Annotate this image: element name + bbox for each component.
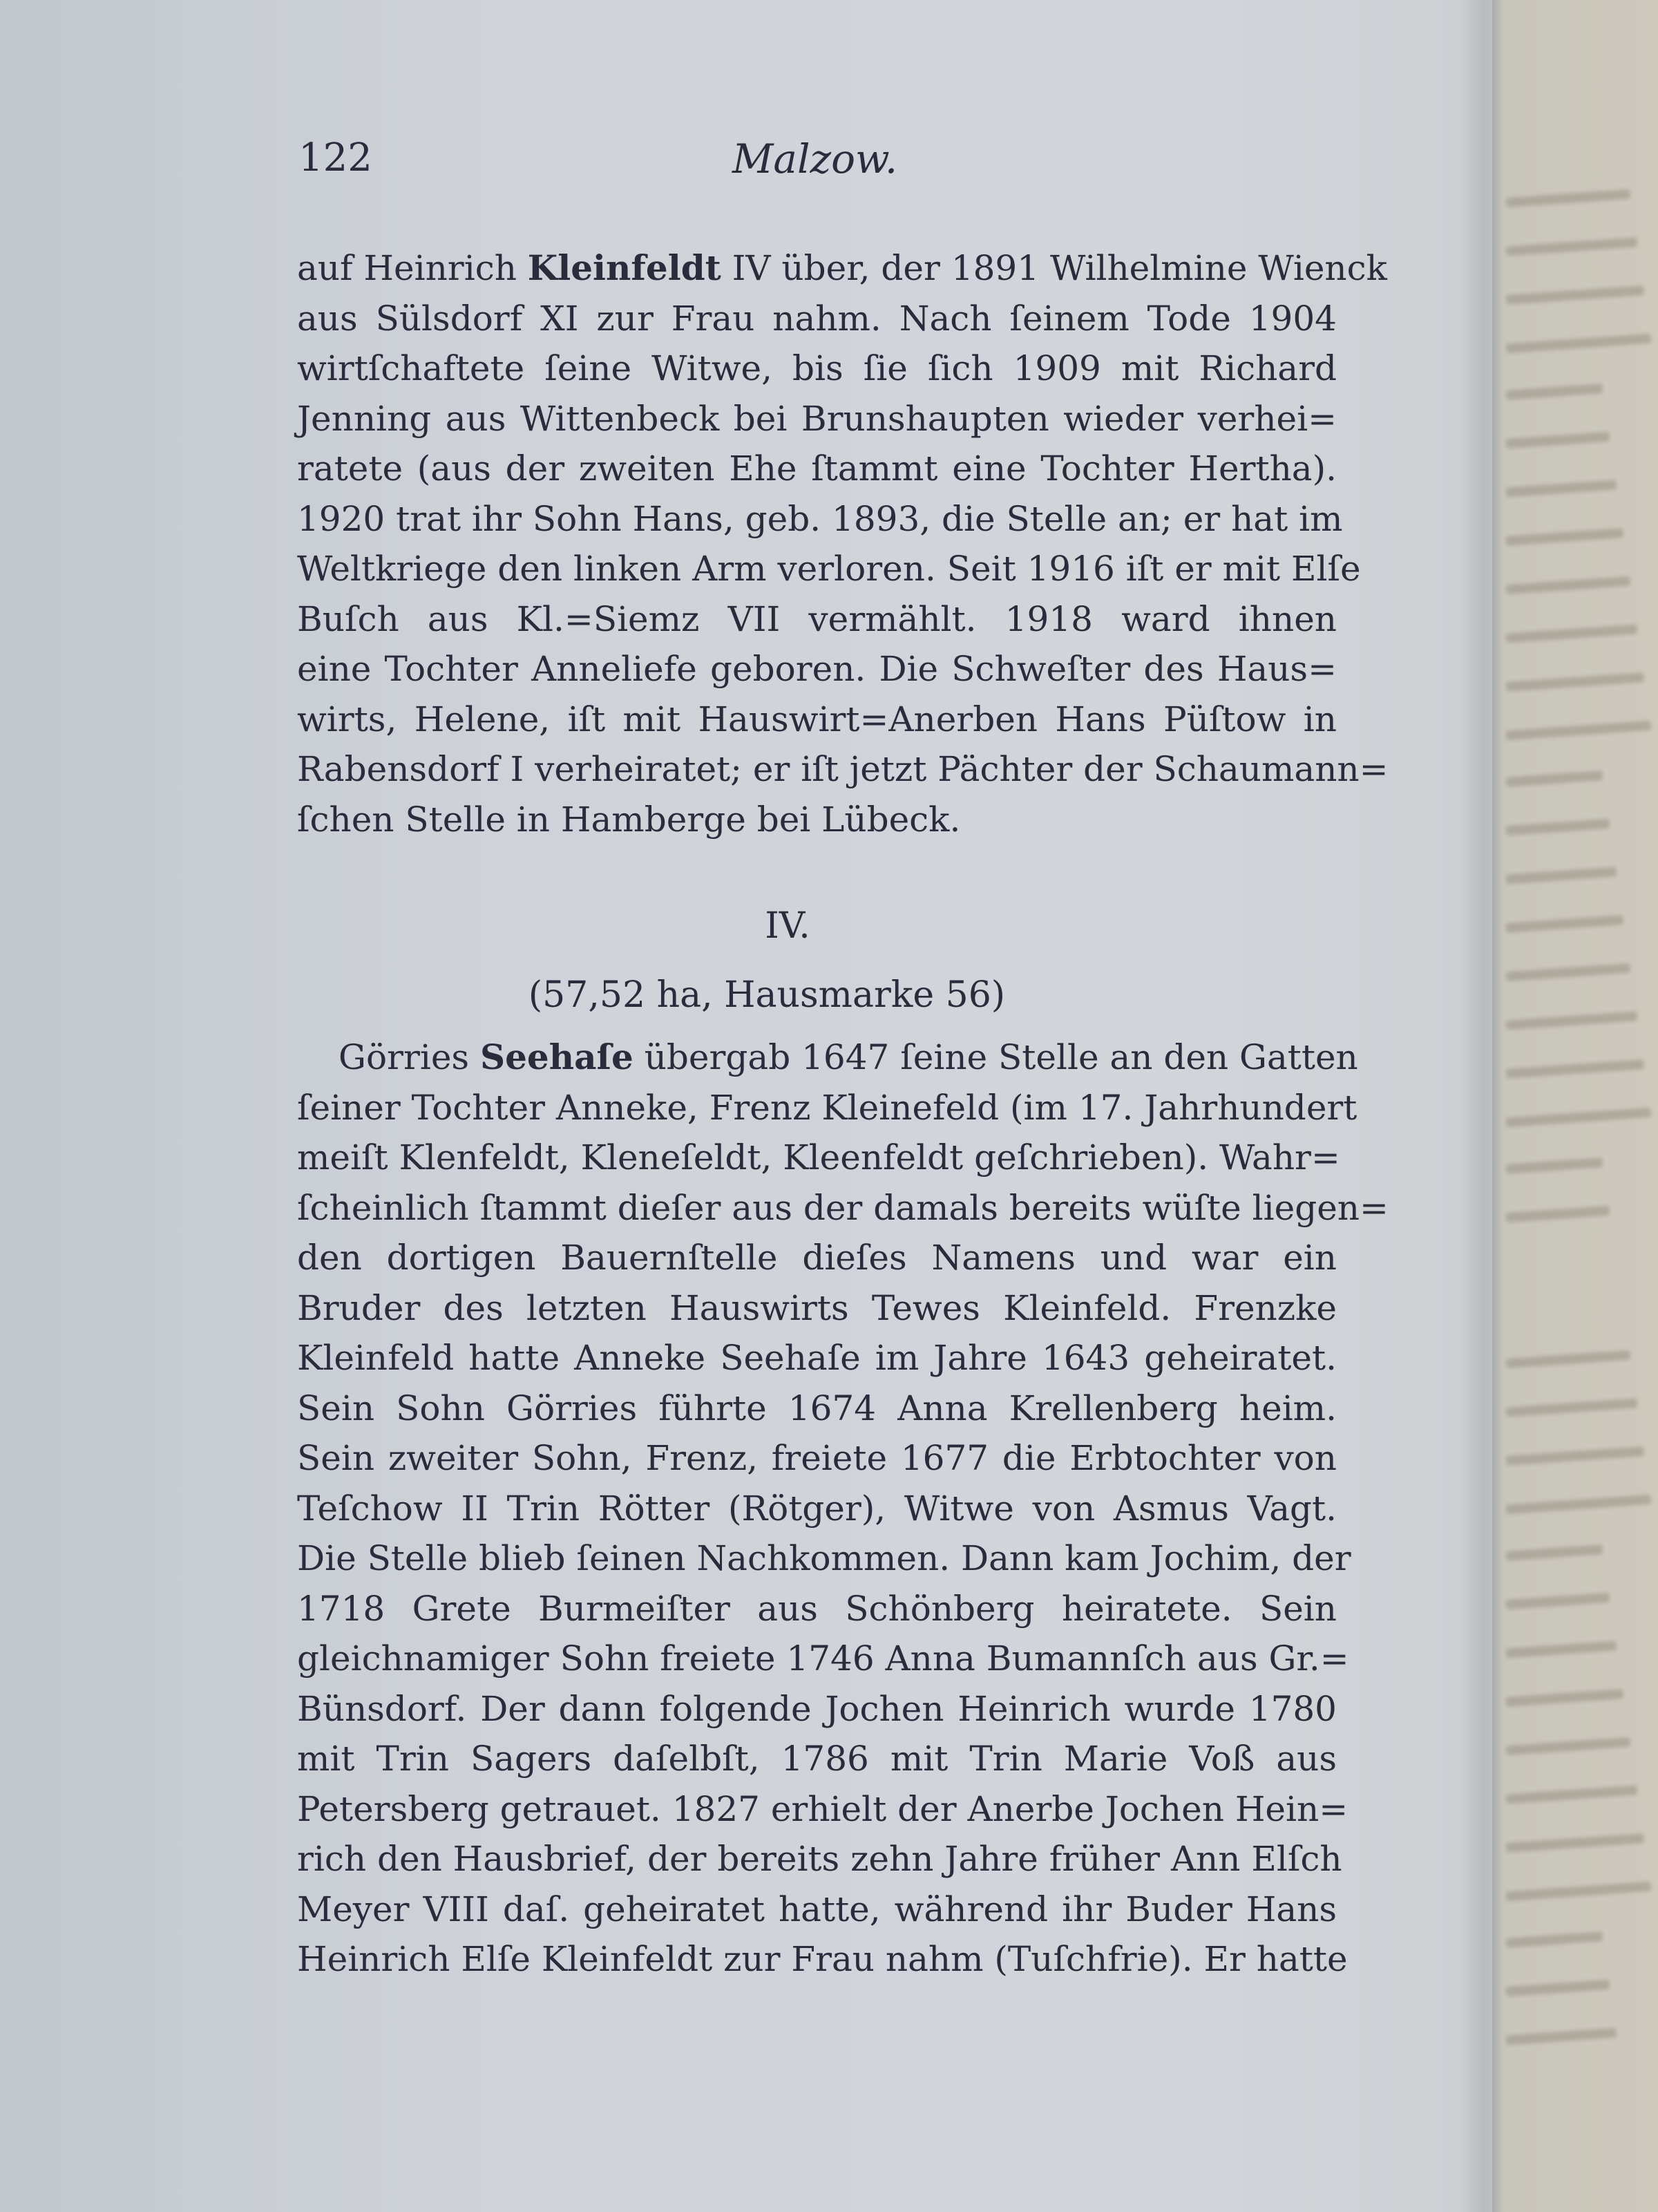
page-gutter bbox=[1492, 0, 1502, 2212]
text-line: wirtſchaftete ſeine Witwe, bis ſie ſich 1909 mit Richard bbox=[297, 348, 1337, 388]
facing-page-text-ghost bbox=[1506, 1011, 1638, 1030]
text-line: 1718 Grete Burmeiſter aus Schönberg heiratete. Sein bbox=[297, 1588, 1337, 1629]
facing-page-text-ghost bbox=[1506, 1882, 1651, 1902]
facing-page-text-ghost bbox=[1506, 1446, 1644, 1466]
running-title: Malzow. bbox=[732, 135, 898, 182]
facing-page-text-ghost bbox=[1506, 915, 1624, 933]
bold-name: Seehaſe bbox=[479, 1037, 633, 1077]
facing-page-text-ghost bbox=[1506, 1157, 1603, 1174]
text-line: Jenning aus Wittenbeck bei Brunshaupten wieder verhei= bbox=[297, 398, 1337, 439]
facing-page-text-ghost bbox=[1506, 528, 1624, 546]
facing-page-text-ghost bbox=[1506, 480, 1617, 497]
facing-page-text-ghost bbox=[1506, 432, 1610, 448]
facing-page-text-ghost bbox=[1506, 819, 1610, 835]
text-line: ratete (aus der zweiten Ehe ſtammt eine Tochter Hertha). bbox=[297, 448, 1337, 489]
facing-page-text-ghost bbox=[1506, 1059, 1644, 1079]
section-subtitle: (57,52 ha, Hausmarke 56) bbox=[528, 974, 1006, 1016]
facing-page-edge bbox=[1492, 0, 1658, 2212]
text-line: Weltkriege den linken Arm verloren. Seit 1916 iſt er mit Elſe bbox=[297, 549, 1361, 589]
text-segment: übergab 1647 ſeine Stelle an den Gatten bbox=[633, 1037, 1358, 1077]
text-segment: Görries bbox=[339, 1037, 480, 1077]
facing-page-text-ghost bbox=[1506, 384, 1603, 400]
text-line bbox=[297, 1032, 1358, 1083]
facing-page-text-ghost bbox=[1506, 1737, 1631, 1756]
text-line: Kleinfeld hatte Anneke Seehaſe im Jahre 1643 geheiratet. bbox=[297, 1338, 1337, 1378]
facing-page-text-ghost bbox=[1506, 1108, 1651, 1128]
text-line: Heinrich Elſe Kleinfeldt zur Frau nahm (Tuſchfrie). Er hatte bbox=[297, 1939, 1348, 1979]
facing-page-text-ghost bbox=[1506, 1593, 1610, 1609]
text-line: Petersberg getrauet. 1827 erhielt der Anerbe Jochen Hein= bbox=[297, 1788, 1349, 1829]
facing-page-text-ghost bbox=[1506, 963, 1631, 982]
paragraph-2 bbox=[297, 1032, 1389, 1985]
facing-page-text-ghost bbox=[1506, 1689, 1624, 1707]
facing-page-text-ghost bbox=[1506, 672, 1644, 692]
text-line: aus Sülsdorf XI zur Frau nahm. Nach ſeinem Tode 1904 bbox=[297, 298, 1337, 339]
facing-page-text-ghost bbox=[1506, 1833, 1644, 1853]
text-line: Rabensdorf I verheiratet; er iſt jetzt Pächter der Schaumann= bbox=[297, 749, 1389, 789]
text-line: meiſt Klenfeldt, Kleneſeldt, Kleenfeldt geſchrieben). Wahr= bbox=[297, 1137, 1340, 1178]
text-line: Bünsdorf. Der dann folgende Jochen Heinrich wurde 1780 bbox=[297, 1688, 1337, 1729]
text-line: Sein zweiter Sohn, Frenz, freiete 1677 die Erbtochter von bbox=[297, 1438, 1337, 1478]
text-line: Die Stelle blieb ſeinen Nachkommen. Dann kam Jochim, der bbox=[297, 1538, 1351, 1578]
text-line: Buſch aus Kl.=Siemz VII vermählt. 1918 ward ihnen bbox=[297, 598, 1337, 639]
facing-page-text-ghost bbox=[1506, 1495, 1651, 1515]
text-line: 1920 trat ihr Sohn Hans, geb. 1893, die Stelle an; er hat im bbox=[297, 498, 1343, 539]
facing-page-text-ghost bbox=[1506, 1785, 1638, 1804]
text-line: gleichnamiger Sohn freiete 1746 Anna Bumannſch aus Gr.= bbox=[297, 1638, 1349, 1679]
text-line: Teſchow II Trin Rötter (Rötger), Witwe von Asmus Vagt. bbox=[297, 1488, 1337, 1529]
facing-page-text-ghost bbox=[1506, 2027, 1617, 2045]
text-line: wirts, Helene, iſt mit Hauswirt=Anerben Hans Püſtow in bbox=[297, 699, 1337, 739]
facing-page-text-ghost bbox=[1506, 721, 1651, 741]
text-line: ſcheinlich ſtammt dieſer aus der damals bereits wüſte liegen= bbox=[297, 1187, 1389, 1228]
page-number: 122 bbox=[298, 135, 372, 180]
text-line: ſchen Stelle in Hamberge bei Lübeck. bbox=[297, 799, 961, 840]
text-line: rich den Hausbrief, der bereits zehn Jahre früher Ann Elſch bbox=[297, 1839, 1342, 1879]
facing-page-text-ghost bbox=[1506, 1350, 1631, 1369]
facing-page-text-ghost bbox=[1506, 189, 1631, 208]
facing-page-text-ghost bbox=[1506, 1641, 1617, 1658]
facing-page-text-ghost bbox=[1506, 1544, 1603, 1561]
facing-page-text-ghost bbox=[1506, 1931, 1603, 1948]
text-line: ſeiner Tochter Anneke, Frenz Kleinefeld (im 17. Jahrhundert bbox=[297, 1087, 1357, 1128]
bold-name: Kleinfeldt bbox=[527, 247, 721, 288]
text-line: mit Trin Sagers daſelbſt, 1786 mit Trin Marie Voß aus bbox=[297, 1739, 1337, 1779]
facing-page-text-ghost bbox=[1506, 285, 1644, 305]
text-line bbox=[297, 243, 1387, 294]
facing-page-text-ghost bbox=[1506, 771, 1603, 787]
text-line: eine Tochter Anneliefe geboren. Die Schweſter des Haus= bbox=[297, 649, 1337, 689]
text-line: Meyer VIII daſ. geheiratet hatte, während ihr Buder Hans bbox=[297, 1889, 1337, 1929]
section-numeral: IV. bbox=[765, 905, 810, 947]
facing-page-text-ghost bbox=[1506, 1980, 1610, 1996]
text-segment: auf Heinrich bbox=[297, 248, 528, 288]
facing-page-text-ghost bbox=[1506, 1206, 1610, 1222]
paragraph-1 bbox=[297, 243, 1389, 844]
facing-page-text-ghost bbox=[1506, 334, 1651, 354]
facing-page-text-ghost bbox=[1506, 576, 1631, 595]
facing-page-text-ghost bbox=[1506, 624, 1638, 643]
facing-page-text-ghost bbox=[1506, 867, 1617, 884]
text-line: den dortigen Bauernſtelle dieſes Namens und war ein bbox=[297, 1238, 1337, 1278]
text-line: Sein Sohn Görries führte 1674 Anna Krellenberg heim. bbox=[297, 1388, 1337, 1428]
text-segment: IV über, der 1891 Wilhelmine Wienck bbox=[721, 248, 1387, 288]
facing-page-text-ghost bbox=[1506, 1398, 1638, 1417]
facing-page-text-ghost bbox=[1506, 237, 1638, 256]
text-line: Bruder des letzten Hauswirts Tewes Kleinfeld. Frenzke bbox=[297, 1287, 1337, 1328]
